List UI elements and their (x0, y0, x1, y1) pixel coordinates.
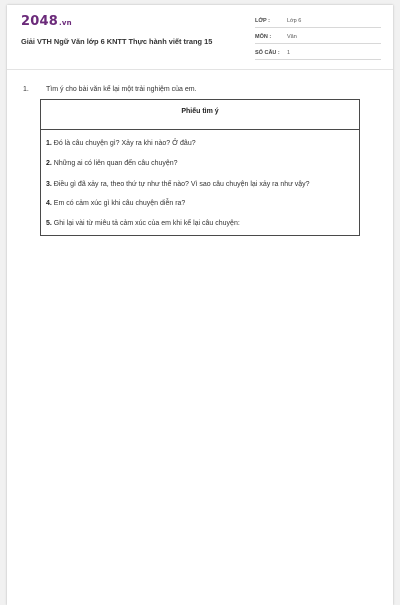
site-logo[interactable] (21, 14, 72, 29)
idea-item-text: Ghi lại vài từ miêu tả cảm xúc của em khi kể lại câu chuyện: (53, 220, 240, 227)
idea-item-text: Em có cảm xúc gì khi câu chuyện diễn ra? (53, 200, 186, 207)
idea-item (46, 181, 310, 188)
idea-sheet (40, 99, 360, 236)
idea-item (46, 140, 196, 147)
idea-item-text: Những ai có liên quan đến câu chuyện? (53, 160, 178, 167)
idea-sheet-title: Phiếu tìm ý (41, 100, 359, 130)
document-page (7, 5, 393, 605)
meta-class-label: LỚP : (255, 18, 270, 24)
idea-item-number: 5. (46, 220, 52, 227)
idea-item-number: 1. (46, 140, 52, 147)
meta-count-label: SỐ CÂU : (255, 50, 280, 56)
page-header (7, 5, 393, 70)
idea-item (46, 220, 240, 227)
idea-item-number: 3. (46, 181, 52, 188)
idea-item (46, 200, 185, 207)
meta-row-subject (255, 31, 381, 44)
meta-row-class (255, 15, 381, 28)
meta-class-value: Lớp 6 (287, 18, 302, 24)
question-text: Tìm ý cho bài văn kể lại một trải nghiệm của em. (46, 86, 197, 93)
logo-domain: .vn (58, 19, 72, 27)
meta-subject-label: MÔN : (255, 34, 272, 40)
idea-item-text: Đó là câu chuyện gì? Xảy ra khi nào? Ở đâu? (53, 140, 196, 147)
idea-item-number: 4. (46, 200, 52, 207)
question-number: 1. (23, 86, 29, 93)
document-title: Giải VTH Ngữ Văn lớp 6 KNTT Thực hành viết trang 15 (21, 37, 213, 46)
meta-row-count (255, 47, 381, 60)
meta-subject-value: Văn (287, 34, 297, 40)
idea-item-number: 2. (46, 160, 52, 167)
logo-text: 2048 (21, 14, 58, 29)
idea-item (46, 160, 178, 167)
idea-item-text: Điều gì đã xảy ra, theo thứ tự như thế nào? Vì sao câu chuyện lại xảy ra như vậy? (53, 181, 310, 188)
meta-count-value: 1 (287, 50, 291, 56)
